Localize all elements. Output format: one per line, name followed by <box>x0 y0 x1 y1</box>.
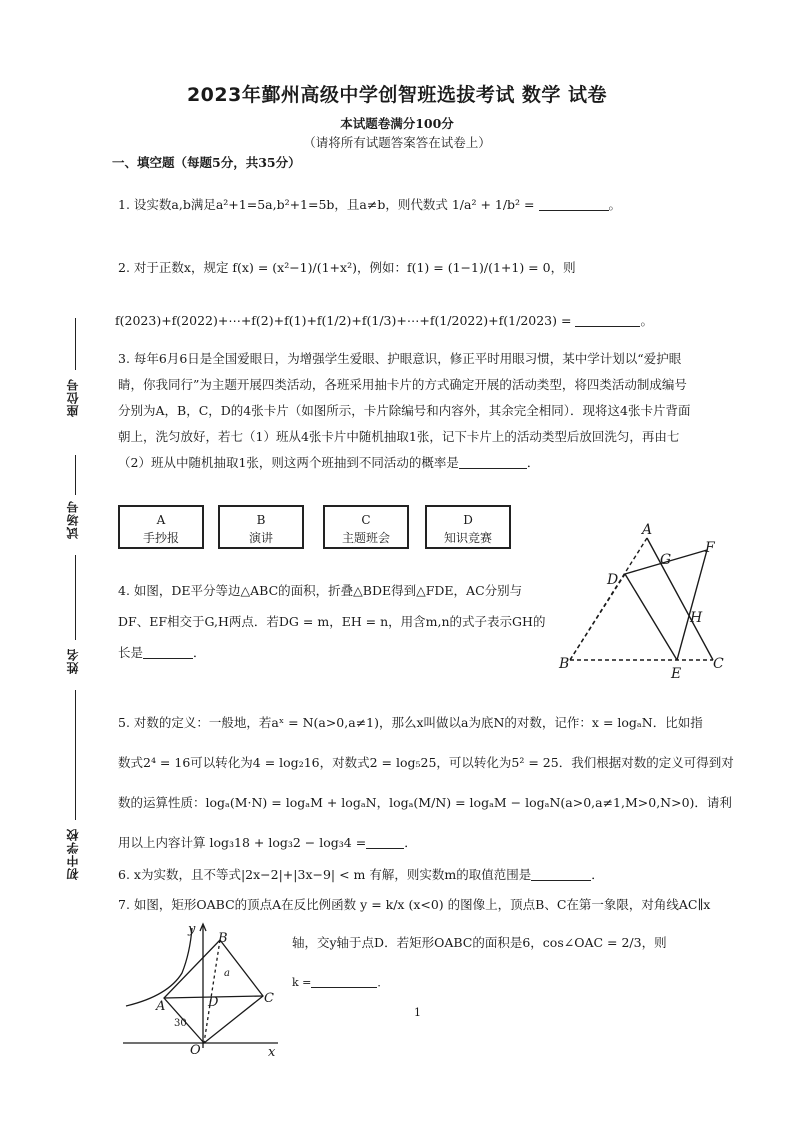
label-d: D <box>208 995 219 1010</box>
question-4 <box>118 575 558 668</box>
q5-line: 数的运算性质：logₐ(M·N) = logₐM + logₐN，logₐ(M/N) = logₐM − logₐN(a>0,a≠1,M>0,N>0)．请利 <box>118 795 732 810</box>
label-30: 30 <box>174 1018 187 1029</box>
rectangle-hyperbola-figure <box>118 918 288 1058</box>
q5-line: 5. 对数的定义：一般地，若aˣ = N(a>0,a≠1)，那么x叫做以a为底N的对数，记作：x = logₐN．比如指 <box>118 715 703 730</box>
label-f: F <box>705 540 715 556</box>
card-c <box>323 505 409 549</box>
q2-answer-blank[interactable] <box>575 312 640 327</box>
card-label: 演讲 <box>248 531 273 545</box>
q4-answer-blank[interactable] <box>143 644 193 659</box>
diagonal-ob <box>204 940 220 1043</box>
question-5 <box>118 703 743 863</box>
q1-tail: 。 <box>608 197 622 212</box>
card-letter: D <box>463 513 473 527</box>
hyperbola-curve <box>126 928 192 1006</box>
label-x: x <box>268 1045 276 1058</box>
q6-text: 6. x为实数，且不等式|2x−2|+|3x−9| < m 有解，则实数m的取值范围是 <box>118 867 532 882</box>
q3-answer-blank[interactable] <box>459 454 527 469</box>
label-b: B <box>218 931 228 946</box>
side-ac <box>647 538 713 660</box>
q7-answer-blank[interactable] <box>311 973 377 988</box>
q2-expression: f(2023)+f(2022)+⋯+f(2)+f(1)+f(1/2)+f(1/3)+⋯+f(1/2022)+f(1/2023) = <box>115 313 572 328</box>
question-7-line1: 7. 如图，矩形OABC的顶点A在反比例函数 y = k/x (x<0) 的图像上，顶点B、C在第一象限，对角线AC∥x <box>118 897 711 912</box>
q1-answer-blank[interactable] <box>539 196 609 211</box>
room-line <box>75 455 76 495</box>
card-label: 主题班会 <box>341 531 390 545</box>
card-d <box>425 505 511 549</box>
question-7-line3: k = ． <box>292 970 492 996</box>
q2-tail: 。 <box>640 313 653 328</box>
label-d: D <box>607 572 619 588</box>
q3-line: 朝上，洗匀放好，若七（1）班从4张卡片中随机抽取1张，记下卡片上的活动类型后放回洗匀，再由七 <box>118 429 680 444</box>
segment-de <box>625 574 677 660</box>
label-c: C <box>713 656 724 672</box>
card-label: 知识竞赛 <box>443 531 492 545</box>
question-3 <box>118 346 748 476</box>
name-line <box>75 555 76 640</box>
name-label: 姓名 <box>66 648 80 674</box>
q1-text: 1. 设实数a,b满足a²+1=5a,b²+1=5b，且a≠b，则代数式 1/a² + 1/b² = <box>118 197 535 212</box>
label-g: G <box>660 552 672 568</box>
label-o: O <box>190 1043 201 1058</box>
page-number: 1 <box>414 1006 421 1019</box>
label-b: B <box>559 656 570 672</box>
triangle-fold-figure <box>555 518 745 683</box>
q4-line-last: 长是 ． <box>118 645 206 660</box>
seat-label: 座位号 <box>66 378 80 417</box>
exam-title: 2023年鄞州高级中学创智班选拔考试 数学 试卷 <box>186 84 608 106</box>
card-a <box>118 505 204 549</box>
card-letter: C <box>361 513 371 527</box>
label-a: A <box>642 522 653 538</box>
notice: （请将所有试题答案答在试卷上） <box>303 135 491 150</box>
label-c: C <box>264 991 274 1006</box>
room-label: 试场号 <box>66 500 80 539</box>
q3-line: 睛，你我同行”为主题开展四类活动，各班采用抽卡片的方式确定开展的活动类型，将四类活动制成编号 <box>118 377 687 392</box>
card-letter: B <box>256 513 266 527</box>
question-2-line1: 2. 对于正数x，规定 f(x) = (x²−1)/(1+x²)，例如：f(1) = (1−1)/(1+1) = 0，则 <box>118 260 576 275</box>
label-y: y <box>188 922 196 937</box>
q4-line: DF、EF相交于G,H两点．若DG = m，EH = n，用含m,n的式子表示GH的 <box>118 614 546 629</box>
q4-line: 4. 如图，DE平分等边△ABC的面积，折叠△BDE得到△FDE，AC分别与 <box>118 583 523 598</box>
q5-line-last: 用以上内容计算 log₃18 + log₃2 − log₃4 = ． <box>118 835 417 850</box>
label-a: A <box>156 999 166 1014</box>
section-heading: 一、填空题（每题5分，共35分） <box>112 155 301 170</box>
q3-line: 3. 每年6月6日是全国爱眼日，为增强学生爱眼、护眼意识，修正平时用眼习惯，某中学计划以“爱护眼 <box>118 351 682 366</box>
seat-line <box>75 318 76 370</box>
card-b <box>218 505 304 549</box>
full-score: 本试题卷满分100分 <box>340 116 454 131</box>
card-label: 手抄报 <box>142 531 179 545</box>
school-label: 初中学校 <box>66 828 80 880</box>
question-6: 6. x为实数，且不等式|2x−2|+|3x−9| < m 有解，则实数m的取值范围是 ． <box>118 867 604 882</box>
q6-answer-blank[interactable] <box>531 866 591 881</box>
q3-line: 分别为A，B，C，D的4张卡片（如图所示，卡片除编号和内容外，其余完全相同）．现将这4张卡片背面 <box>118 403 691 418</box>
card-letter: A <box>156 513 166 527</box>
label-a-angle: a <box>224 968 230 979</box>
q5-answer-blank[interactable] <box>366 834 404 849</box>
label-h: H <box>690 610 703 626</box>
school-line <box>75 690 76 820</box>
q5-line: 数式2⁴ = 16可以转化为4 = log₂16，对数式2 = log₅25，可以转化为5² = 25．我们根据对数的定义可得到对 <box>118 755 734 770</box>
segment-ef <box>677 550 707 660</box>
question-1 <box>118 192 738 218</box>
label-e: E <box>671 666 682 682</box>
question-7-line2: 轴，交y轴于点D．若矩形OABC的面积是6，cos∠OAC = 2/3，则 <box>292 935 667 950</box>
question-2-line2 <box>115 308 735 334</box>
q3-line-last: （2）班从中随机抽取1张，则这两个班抽到不同活动的概率是 ． <box>118 455 540 470</box>
